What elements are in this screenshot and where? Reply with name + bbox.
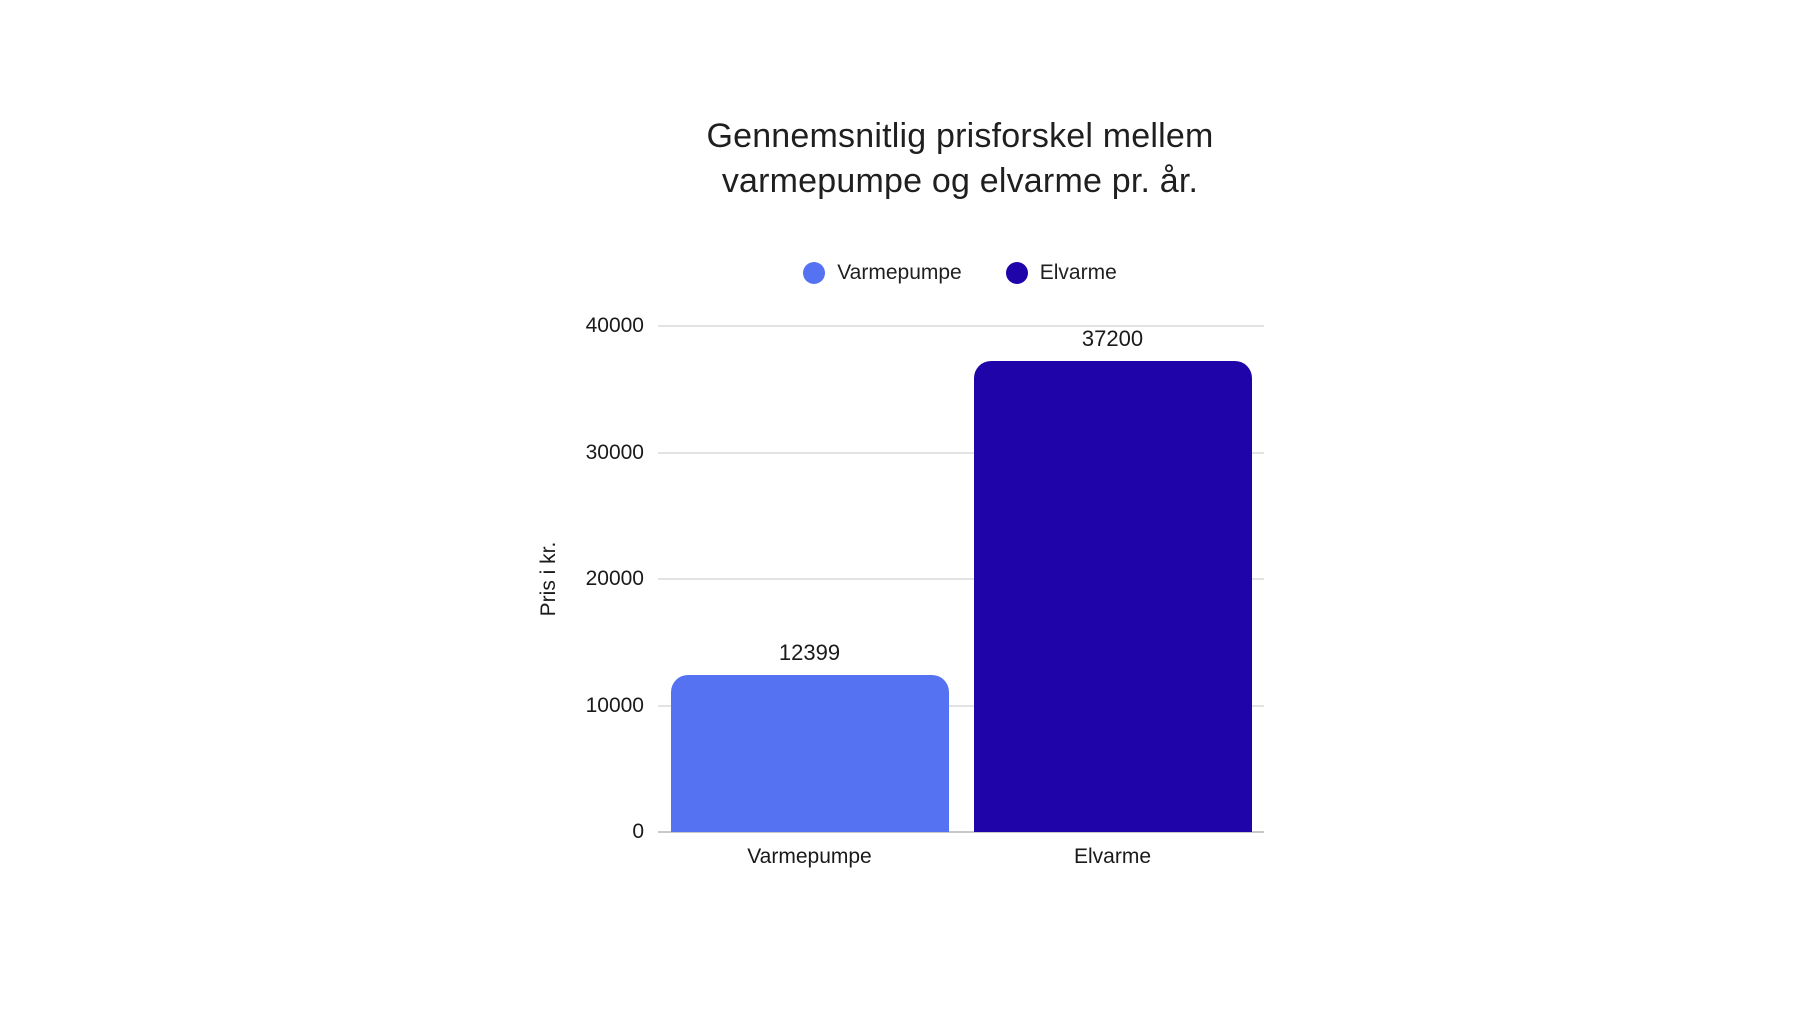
x-category-label-elvarme: Elvarme (1073, 845, 1152, 868)
bar-varmepumpe (671, 675, 949, 832)
y-tick-label-30000: 30000 (585, 440, 644, 464)
legend-item-varmepumpe (803, 261, 962, 285)
y-tick-label-40000: 40000 (585, 314, 644, 337)
bar-value-label-elvarme: 37200 (1081, 326, 1144, 351)
bar-elvarme (974, 361, 1252, 832)
legend-item-elvarme (1006, 261, 1117, 285)
x-category-label-varmepumpe: Varmepumpe (747, 845, 872, 868)
plot-area (658, 326, 1264, 832)
y-tick-label-10000: 10000 (585, 693, 644, 717)
chart-legend (160, 261, 1760, 285)
chart-title (160, 114, 1760, 204)
y-axis-title: Pris i kr. (537, 541, 560, 617)
chart-title-line-2: varmepumpe og elvarme pr. år. (721, 162, 1199, 200)
y-tick-label-0: 0 (632, 820, 644, 843)
legend-label: Elvarme (1039, 261, 1117, 284)
legend-swatch-icon (803, 262, 825, 284)
y-tick-label-20000: 20000 (585, 567, 644, 590)
legend-swatch-icon (1006, 262, 1028, 284)
bar-value-label-varmepumpe: 12399 (778, 640, 841, 665)
legend-label: Varmepumpe (837, 261, 962, 284)
chart-title-line-1: Gennemsnitlig prisforskel mellem (706, 117, 1214, 155)
